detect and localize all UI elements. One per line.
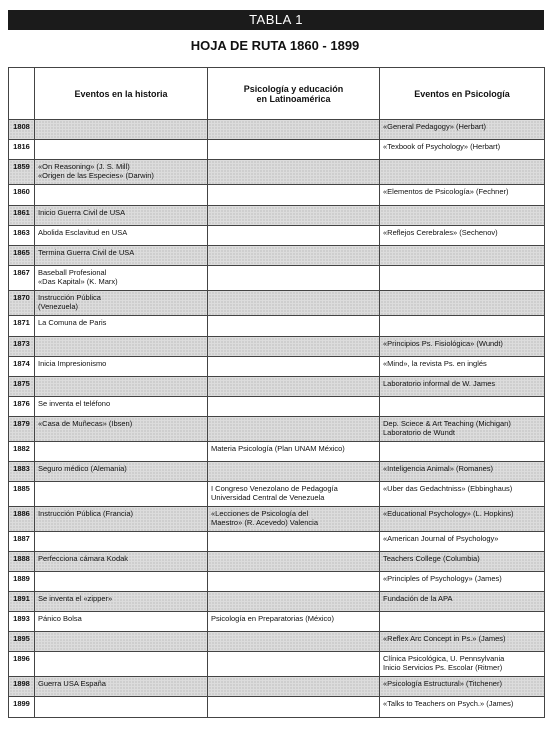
history-cell xyxy=(35,377,208,397)
year-cell: 1883 xyxy=(9,462,35,482)
year-cell: 1859 xyxy=(9,160,35,185)
psychology-cell xyxy=(380,266,545,291)
latam-cell xyxy=(208,246,380,266)
table-row xyxy=(9,120,545,140)
latam-cell xyxy=(208,337,380,357)
psychology-cell: «Principios Ps. Fisiológica» (Wundt) xyxy=(380,337,545,357)
psychology-cell xyxy=(380,160,545,185)
history-cell xyxy=(35,442,208,462)
year-cell: 1896 xyxy=(9,652,35,677)
psychology-cell xyxy=(380,291,545,316)
psychology-cell: «Mind», la revista Ps. en inglés xyxy=(380,357,545,377)
history-cell: Termina Guerra Civil de USA xyxy=(35,246,208,266)
table-title: HOJA DE RUTA 1860 - 1899 xyxy=(190,38,360,53)
latam-cell xyxy=(208,417,380,442)
history-cell xyxy=(35,652,208,677)
psychology-cell xyxy=(380,206,545,226)
latam-cell xyxy=(208,291,380,316)
latam-cell xyxy=(208,652,380,677)
psychology-cell: Laboratorio informal de W. James xyxy=(380,377,545,397)
table-row xyxy=(9,507,545,532)
history-cell xyxy=(35,632,208,652)
latam-cell xyxy=(208,677,380,697)
history-cell: Inicio Guerra Civil de USA xyxy=(35,206,208,226)
history-cell: Instrucción Pública (Venezuela) xyxy=(35,291,208,316)
year-cell: 1875 xyxy=(9,377,35,397)
year-cell: 1816 xyxy=(9,140,35,160)
history-cell: Instrucción Pública (Francia) xyxy=(35,507,208,532)
table-row xyxy=(9,442,545,462)
year-cell: 1808 xyxy=(9,120,35,140)
table-row xyxy=(9,482,545,507)
latam-cell: «Lecciones de Psicología del Maestro» (R. Acevedo) Valencia xyxy=(208,507,380,532)
history-cell: «Casa de Muñecas» (Ibsen) xyxy=(35,417,208,442)
year-cell: 1861 xyxy=(9,206,35,226)
latam-cell xyxy=(208,397,380,417)
latam-cell xyxy=(208,377,380,397)
table-row xyxy=(9,357,545,377)
year-cell: 1893 xyxy=(9,612,35,632)
year-cell: 1887 xyxy=(9,532,35,552)
latam-cell xyxy=(208,462,380,482)
table-row xyxy=(9,226,545,246)
psychology-cell xyxy=(380,397,545,417)
latam-cell xyxy=(208,266,380,291)
table-banner: TABLA 1 xyxy=(8,10,544,30)
year-cell: 1873 xyxy=(9,337,35,357)
latam-cell: I Congreso Venezolano de Pedagogía Universidad Central de Venezuela xyxy=(208,482,380,507)
psychology-cell: «Elementos de Psicología» (Fechner) xyxy=(380,185,545,206)
psychology-cell: Dep. Sciece & Art Teaching (Michigan) Laboratorio de Wundt xyxy=(380,417,545,442)
year-cell: 1876 xyxy=(9,397,35,417)
latam-cell xyxy=(208,226,380,246)
latam-cell xyxy=(208,632,380,652)
latam-cell xyxy=(208,532,380,552)
year-cell: 1882 xyxy=(9,442,35,462)
history-cell: «On Reasoning» (J. S. Mill) «Origen de las Especies» (Darwin) xyxy=(35,160,208,185)
history-column-header: Eventos en la historia xyxy=(35,68,208,120)
table-row xyxy=(9,266,545,291)
table-row xyxy=(9,532,545,552)
history-cell xyxy=(35,697,208,718)
table-row xyxy=(9,246,545,266)
psychology-cell: «Reflex Arc Concept in Ps.» (James) xyxy=(380,632,545,652)
psychology-cell: «Uber das Gedachtniss» (Ebbinghaus) xyxy=(380,482,545,507)
psychology-cell xyxy=(380,612,545,632)
psychology-cell xyxy=(380,316,545,337)
latam-cell xyxy=(208,572,380,592)
history-cell: Guerra USA España xyxy=(35,677,208,697)
year-cell: 1898 xyxy=(9,677,35,697)
psychology-cell xyxy=(380,246,545,266)
table-row xyxy=(9,397,545,417)
table-row xyxy=(9,417,545,442)
year-cell: 1889 xyxy=(9,572,35,592)
table-row xyxy=(9,632,545,652)
history-cell xyxy=(35,532,208,552)
latam-cell xyxy=(208,357,380,377)
table-row xyxy=(9,291,545,316)
year-cell: 1860 xyxy=(9,185,35,206)
history-cell: Pánico Bolsa xyxy=(35,612,208,632)
history-cell xyxy=(35,337,208,357)
latam-cell xyxy=(208,552,380,572)
history-cell: Se inventa el teléfono xyxy=(35,397,208,417)
psychology-cell: «Texbook of Psychology» (Herbart) xyxy=(380,140,545,160)
history-cell xyxy=(35,140,208,160)
table-row xyxy=(9,462,545,482)
history-cell xyxy=(35,185,208,206)
table-row xyxy=(9,140,545,160)
year-cell: 1895 xyxy=(9,632,35,652)
history-cell: Se inventa el «zipper» xyxy=(35,592,208,612)
history-cell: Perfecciona cámara Kodak xyxy=(35,552,208,572)
history-cell xyxy=(35,120,208,140)
header-row xyxy=(9,68,545,120)
table-row xyxy=(9,185,545,206)
year-column-header xyxy=(9,68,35,120)
table-row xyxy=(9,592,545,612)
history-cell: Baseball Profesional «Das Kapital» (K. Marx) xyxy=(35,266,208,291)
table-row xyxy=(9,652,545,677)
latam-cell xyxy=(208,316,380,337)
table-row xyxy=(9,337,545,357)
year-cell: 1867 xyxy=(9,266,35,291)
table-row xyxy=(9,697,545,718)
table-row xyxy=(9,316,545,337)
psychology-cell: Fundación de la APA xyxy=(380,592,545,612)
psychology-cell: «Inteligencia Animal» (Romanes) xyxy=(380,462,545,482)
psychology-cell: «Educational Psychology» (L. Hopkins) xyxy=(380,507,545,532)
year-cell: 1899 xyxy=(9,697,35,718)
year-cell: 1888 xyxy=(9,552,35,572)
psychology-cell: «Reflejos Cerebrales» (Sechenov) xyxy=(380,226,545,246)
psychology-cell: «Psicología Estructural» (Titchener) xyxy=(380,677,545,697)
latam-cell xyxy=(208,160,380,185)
psychology-cell: «American Journal of Psychology» xyxy=(380,532,545,552)
history-cell: Abolida Esclavitud en USA xyxy=(35,226,208,246)
latam-cell xyxy=(208,206,380,226)
year-cell: 1865 xyxy=(9,246,35,266)
table-row xyxy=(9,572,545,592)
history-cell xyxy=(35,572,208,592)
psychology-cell: Clínica Psicológica, U. Pennsylvania Inicio Servicios Ps. Escolar (Ritmer) xyxy=(380,652,545,677)
psychology-cell: «Talks to Teachers on Psych.» (James) xyxy=(380,697,545,718)
history-cell: Inicia Impresionismo xyxy=(35,357,208,377)
roadmap-table xyxy=(8,67,545,718)
year-cell: 1879 xyxy=(9,417,35,442)
latam-cell xyxy=(208,120,380,140)
year-cell: 1871 xyxy=(9,316,35,337)
latam-cell xyxy=(208,140,380,160)
year-cell: 1886 xyxy=(9,507,35,532)
table-row xyxy=(9,677,545,697)
latam-cell: Psicología en Preparatorias (México) xyxy=(208,612,380,632)
psychology-cell: «General Pedagogy» (Herbart) xyxy=(380,120,545,140)
table-row xyxy=(9,552,545,572)
year-cell: 1863 xyxy=(9,226,35,246)
table-row xyxy=(9,377,545,397)
latam-cell xyxy=(208,592,380,612)
table-row xyxy=(9,206,545,226)
year-cell: 1891 xyxy=(9,592,35,612)
year-cell: 1885 xyxy=(9,482,35,507)
year-cell: 1870 xyxy=(9,291,35,316)
year-cell: 1874 xyxy=(9,357,35,377)
latam-column-header: Psicología y educación en Latinoamérica xyxy=(208,68,380,120)
latam-cell xyxy=(208,697,380,718)
history-cell xyxy=(35,482,208,507)
psychology-cell xyxy=(380,442,545,462)
latam-cell: Materia Psicología (Plan UNAM México) xyxy=(208,442,380,462)
table-row xyxy=(9,160,545,185)
psychology-cell: «Principles of Psychology» (James) xyxy=(380,572,545,592)
psychology-cell: Teachers College (Columbia) xyxy=(380,552,545,572)
history-cell: Seguro médico (Alemania) xyxy=(35,462,208,482)
psychology-column-header: Eventos en Psicología xyxy=(380,68,545,120)
history-cell: La Comuna de Paris xyxy=(35,316,208,337)
latam-cell xyxy=(208,185,380,206)
table-row xyxy=(9,612,545,632)
